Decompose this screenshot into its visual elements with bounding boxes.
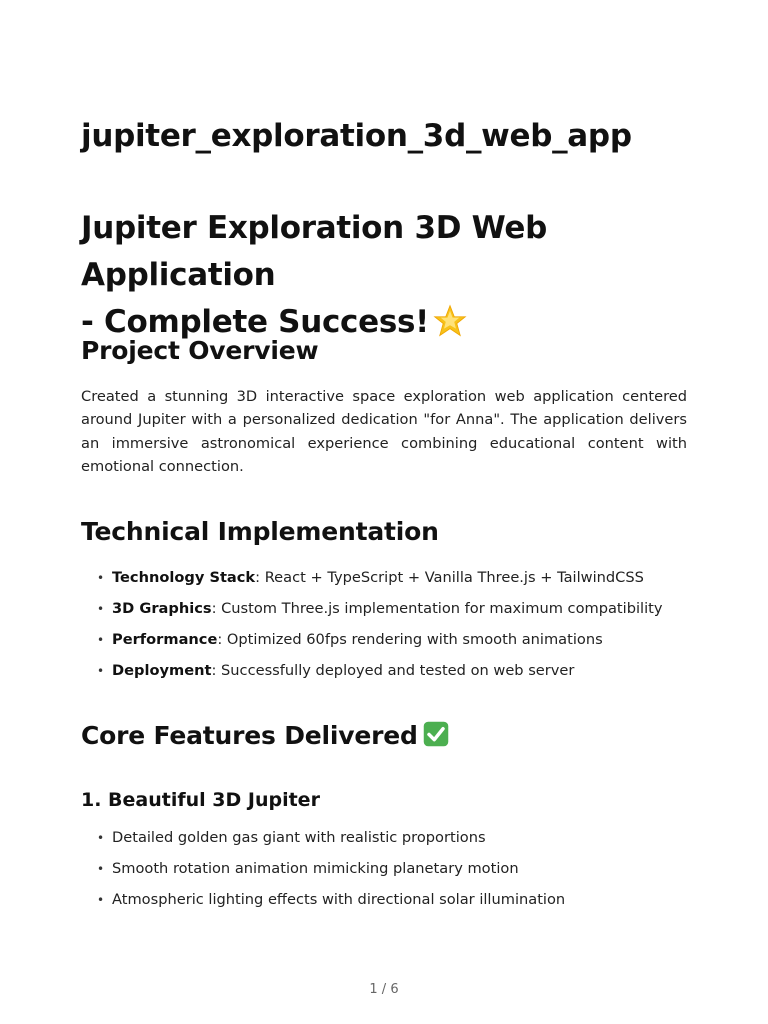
list-item: • Atmospheric lighting effects with directional solar illumination [97,891,566,908]
bullet-icon: • [97,831,105,845]
overview-paragraph: Created a stunning 3D interactive space exploration web application centered around Jupiter with a personalized dedication "for Anna". The application delivers an immersive astronomical experience combining educational content with emotional connection. [81,388,687,476]
technical-list [81,568,687,692]
section-title-features: Core Features Delivered [81,720,450,750]
section-title-technical: Technical Implementation [81,517,439,546]
bullet-icon: • [97,862,105,876]
main-heading [81,205,687,346]
subsection-title-jupiter: 1. Beautiful 3D Jupiter [81,789,320,811]
jupiter-features-list [81,828,687,921]
list-item: • 3D Graphics: Custom Three.js implementation for maximum compatibility [97,600,663,617]
section-title-overview: Project Overview [81,336,319,365]
bullet-icon: • [97,893,105,907]
page-number: 1 / 6 [369,982,399,997]
star-emoji-icon [433,304,467,338]
bullet-icon: • [97,664,105,678]
bullet-icon: • [97,633,105,647]
bullet-icon: • [97,571,105,585]
list-item: • Technology Stack: React + TypeScript + Vanilla Three.js + TailwindCSS [97,569,644,586]
bullet-icon: • [97,602,105,616]
check-mark-emoji-icon [422,720,450,748]
document-title: jupiter_exploration_3d_web_app [81,118,632,154]
main-heading-line1: Jupiter Exploration 3D Web Application [81,210,548,293]
list-item: • Detailed golden gas giant with realistic proportions [97,829,486,846]
list-item: • Deployment: Successfully deployed and tested on web server [97,662,575,679]
main-heading-line2: - Complete Success! [81,304,429,340]
list-item: • Smooth rotation animation mimicking planetary motion [97,860,519,877]
list-item: • Performance: Optimized 60fps rendering with smooth animations [97,631,603,648]
